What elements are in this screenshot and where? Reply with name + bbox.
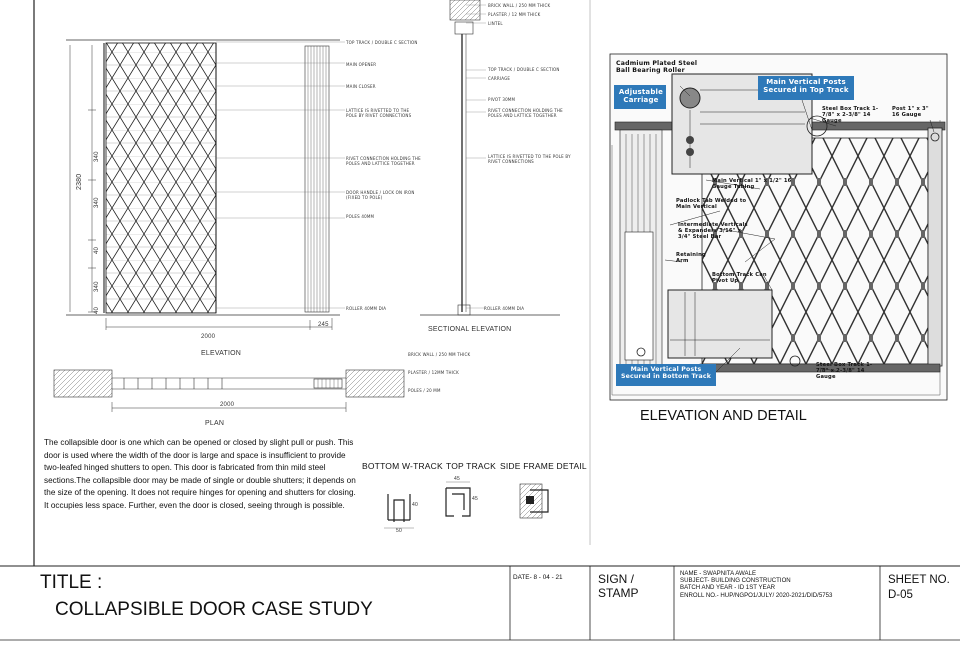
track-details [384,482,548,528]
callout-retaining: Retaining Arm [676,252,706,264]
student-batch: BATCH AND YEAR - ID 1ST YEAR [680,584,776,592]
label-plan-poles: POLES / 20 MM [408,388,441,393]
label-section-pivot: PIVOT 30MM [488,97,516,102]
date-value: DATE- 8 - 04 - 21 [513,574,563,581]
bottom-track-title: BOTTOM W-TRACK [362,461,443,471]
elevation-drawing [66,40,345,330]
dim-bottom-height: 40 [412,502,418,508]
label-door-handle: DOOR HANDLE / LOCK ON IRON (FIXED TO POLE) [346,190,415,200]
callout-cadmium: Cadmium Plated Steel Ball Bearing Roller [616,60,698,74]
elevation-title: ELEVATION [201,350,242,357]
dim-bottom-width: 50 [396,528,402,534]
dim-plan-width: 2000 [220,402,235,408]
dim-segment-3: 340 [94,281,100,292]
callout-adjustable: Adjustable Carriage [618,88,664,104]
dim-segment-2: 340 [94,197,100,208]
dim-side: 245 [318,322,329,328]
dim-segment-4: 40 [94,246,100,254]
label-section-carriage: CARRIAGE [488,76,511,81]
label-section-lattice: LATTICE IS RIVETTED TO THE POLE BY RIVET CONNECTIONS [488,154,571,164]
label-roller-section: ROLLER 40MM DIA [484,306,525,311]
label-rivet-connection: RIVET CONNECTION HOLDING THE POLES AND LATTICE TOGETHER [346,156,421,166]
callout-main-posts-top: Main Vertical Posts Secured in Top Track [763,78,849,94]
label-plan-brick-wall: BRICK WALL / 250 MM THICK [408,352,471,357]
dim-width: 2000 [201,334,216,340]
label-section-top-track: TOP TRACK / DOUBLE C SECTION [488,67,560,72]
dim-overall-height: 2380 [76,173,83,190]
dim-top-height: 45 [472,496,478,502]
plan-title: PLAN [205,420,225,427]
sheet-label: SHEET NO. [888,574,950,586]
callout-post: Post 1" x 3" 16 Gauge [892,106,929,118]
student-info [680,570,832,599]
label-roller: ROLLER 40MM DIA [346,306,387,311]
stamp-label: STAMP [598,586,639,600]
callout-main-posts-bottom: Main Vertical Posts Secured in Bottom Track [620,366,712,380]
sectional-elevation-title: SECTIONAL ELEVATION [428,326,512,333]
sign-label: SIGN / [598,572,635,586]
label-section-rivet: RIVET CONNECTION HOLDING THE POLES AND LATTICE TOGETHER [488,108,563,118]
dim-segment-1: 340 [94,151,100,162]
label-section-lintel: LINTEL [488,21,503,26]
student-enroll: ENROLL NO.- HUP/NGPO1/JULY/ 2020-2021/DID/5753 [680,591,833,599]
label-section-plaster: PLASTER / 12 MM THICK [488,12,541,17]
description-text: The collapsible door is one which can be opened or closed by slight pull or push. This door is used where the width of the door is large and space is insufficient to provide two-leafed hinged shutters to open. This door is fabricated from thin mild steel sections.The collapsible door may be made of single or double shutters; it depends on the size of the opening. It does not require hinges for opening and shutters for closing. It occupies less space. Further, even the door is closed, seeing through is possible. [44,438,356,510]
callout-intermediate: Intermediate Verticals & Expanders 3/16" x 3/4" Steel Bar [678,222,748,240]
dim-segment-5: 40 [94,306,100,314]
label-poles: POLES 40MM [346,214,375,219]
label-lattice-rivet: LATTICE IS RIVETTED TO THE POLE BY RIVET CONNECTIONS [346,108,412,118]
title-label: TITLE : [40,572,103,593]
side-frame-title: SIDE FRAME DETAIL [500,461,587,471]
student-subject: SUBJECT- BUILDING CONSTRUCTION [680,577,791,585]
label-top-track: TOP TRACK / DOUBLE C SECTION [346,40,418,45]
label-main-closer: MAIN CLOSER [346,84,376,89]
label-plan-plaster: PLASTER / 12MM THICK [408,370,459,375]
student-name: NAME - SWAPNITA AWALE [680,570,757,577]
callout-bottom-track: Bottom Track Can Pivot Up [712,272,767,284]
label-section-brick-wall: BRICK WALL / 250 MM THICK [488,3,551,8]
label-main-opener: MAIN OPENER [346,62,377,67]
top-track-title: TOP TRACK [446,461,496,471]
title-value: COLLAPSIBLE DOOR CASE STUDY [55,599,373,620]
callout-main-vertical: Main Vertical 1" x 1/2" 16 Gauge Tubing [712,178,792,190]
detail-caption: ELEVATION AND DETAIL [640,408,807,424]
sheet-value: D-05 [888,589,913,601]
dim-top-width: 45 [454,476,460,482]
callout-steel-box-bottom: Steel Box Track 1-7/8" x 2-3/8" 14 Gauge [816,362,873,380]
callout-steel-box-top: Steel Box Track 1-7/8" x 2-3/8" 14 Gauge [822,106,879,124]
callout-padlock: Padlock Tab Welded to Main Vertical [676,198,747,210]
